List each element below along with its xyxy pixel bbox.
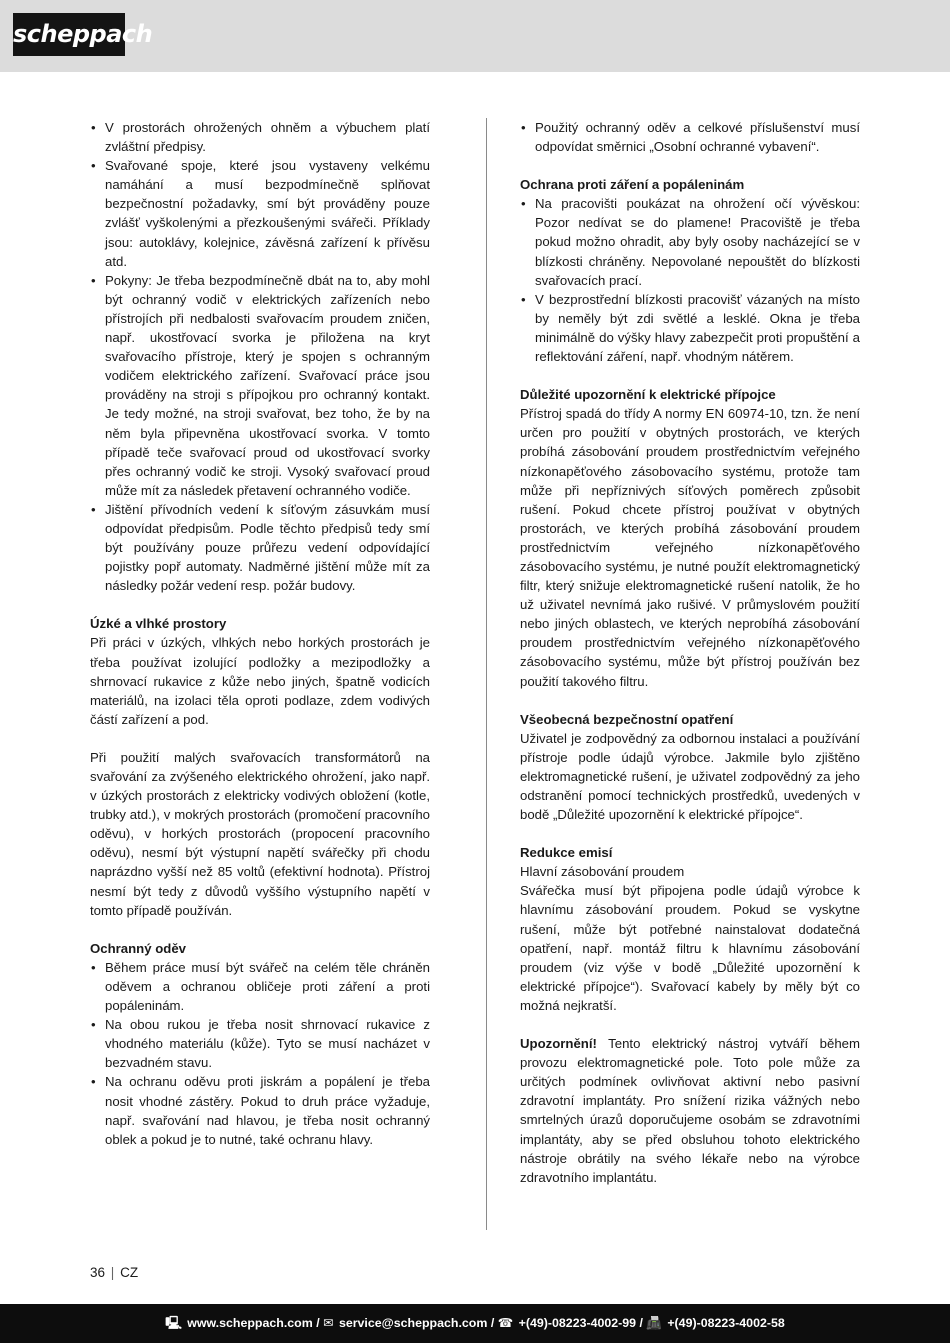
paragraph: Při použití malých svařovacích transformátorů na svařování za zvýšeného elektrického ohrožení, jako např. v úzkých prostorách z elektricky vodivých obložení (kotle, trubky atd.), v mokrých prostorách (promočení pracovního oděvu), v horkých prostorách (propocení pracovního oděvu), nesmí být výstupní napětí svářečky při chodu naprázdno vyšší než 85 voltů (efektivní hodnota). Přístroj nesmí být tedy z důvodů vyššího výstupního napětí v tomto případě používán. <box>90 749 430 918</box>
right-column <box>520 118 860 1187</box>
computer-icon: 🖳 <box>165 1316 182 1330</box>
mail-icon: ✉ <box>323 1316 334 1330</box>
page-header <box>0 0 950 72</box>
page-number-value: 36 <box>90 1265 106 1280</box>
section-heading-radiation: Ochrana proti záření a popáleninám <box>520 177 745 193</box>
intro-bullet-list <box>90 118 430 595</box>
subheading: Hlavní zásobování proudem <box>520 864 685 880</box>
section-heading-emission-reduction: Redukce emisí <box>520 845 613 861</box>
radiation-bullet-list <box>520 194 860 366</box>
list-item: • Svařované spoje, které jsou vystaveny velkému namáhání a musí bezpodmínečně splňovat bezpečnostní požadavky, smí být prováděny pouze zvlášť vyškolenými a přezkoušenými svářeči. Příklady jsou: autoklávy, kolejnice, závěsná zařízení k přívěsu atd. <box>90 156 430 271</box>
column-divider <box>486 118 487 1230</box>
left-column <box>90 118 430 1149</box>
footer-fax: +(49)-08223-4002-58 <box>667 1316 785 1330</box>
list-item: • Jištění přívodních vedení k síťovým zásuvkám musí odpovídat předpisům. Podle těchto předpisů tedy smí být používány pouze průřezu vedení odpovídající pojistky popř automaty. Nadměrné jištění může mít za následky požár vedení resp. požár budovy. <box>90 500 430 595</box>
page-number <box>90 1265 138 1280</box>
section-heading-protective-clothing: Ochranný oděv <box>90 940 187 956</box>
section-heading-general-safety: Všeobecná bezpečnostní opatření <box>520 711 734 727</box>
paragraph: Přístroj spadá do třídy A normy EN 60974-10, tzn. že není určen pro použití v obytných prostorách, ve kterých probíhá zásobování proudem prostřednictvím veřejného nízkonapěťového zásobovacího systému, protože tam může při nepříznivých síťových poměrech způsobit rušení. Pokud chcete přístroj používat v obytných prostorách, ve kterých probíhá zásobování proudem prostřednictvím veřejného nízkonapěťového zásobovacího systému, je nutné použít elektromagnetický filtr, který snižuje elektromagnetické rušení natolik, že ho už uživatel nevnímá jako rušivé. V průmyslovém použití nebo jiných oblastech, ve kterých neprobíhá zásobování proudem prostřednictvím veřejného nízkonapěťového zásobovacího systému, může být přístroj používán bez použití takového filtru. <box>520 406 860 689</box>
phone-icon: ☎ <box>497 1316 514 1330</box>
page-number-separator: | <box>110 1265 115 1280</box>
list-item: • Na ochranu oděvu proti jiskrám a popálení je třeba nosit vhodné zástěry. Pokud to druh práce vyžaduje, např. svařování nad hlavou, je třeba nosit ochranný oblek a pokud je to nutné, také ochranu hlavy. <box>90 1072 430 1148</box>
page-footer <box>0 1304 950 1343</box>
fax-icon: 📠 <box>646 1316 662 1330</box>
footer-website[interactable]: www.scheppach.com / <box>187 1316 320 1330</box>
paragraph: Uživatel je zodpovědný za odbornou instalaci a používání přístroje podle údajů výrobce. Jakmile bylo zjištěno elektromagnetické rušení, je uživatel zodpovědný za jeho odstranění pomocí technických prostředků, uvedených v bodě „Důležité upozornění k elektrické přípojce“. <box>520 730 860 823</box>
section-heading-narrow-spaces: Úzké a vlhké prostory <box>90 616 227 632</box>
footer-email[interactable]: service@scheppach.com / <box>338 1316 495 1330</box>
warning-paragraph <box>520 1034 860 1187</box>
paragraph: Svářečka musí být připojena podle údajů výrobce k hlavnímu zásobování proudem. Pokud se vyskytne rušení, může být potřebné nainstalovat dodatečná opatření, např. montáž filtru k hlavnímu zásobování proudem (viz výše v bodě „Důležité upozornění k elektrické přípojce“). Svařovací kabely by měly být co možná nejkratší. <box>520 883 860 1013</box>
warning-text: Tento elektrický nástroj vytváří během provozu elektromagnetické pole. Toto pole může za určitých podmínek ovlivňovat aktivní nebo pasivní zdravotní implantáty. Pro snížení rizika vážných nebo smrtelných úrazů doporučujeme osobám se zdravotními implantáty, aby se před obsluhou tohoto elektrického nástroje obrátily na svého lékaře nebo na výrobce zdravotního implantátu. <box>520 1036 860 1185</box>
list-item: • V bezprostřední blízkosti pracovišť vázaných na místo by neměly být zdi světlé a lesklé. Okna je třeba minimálně do výšky hlavy zabezpečit proti propuštění a reflektování záření, např. vhodným nátěrem. <box>520 290 860 366</box>
list-item: • Během práce musí být svářeč na celém těle chráněn oděvem a ochranou obličeje proti záření a proti popáleninám. <box>90 958 430 1015</box>
intro-bullet-list <box>520 118 860 156</box>
section-heading-electrical-connection: Důležité upozornění k elektrické přípojce <box>520 387 776 403</box>
list-item: • Pokyny: Je třeba bezpodmínečně dbát na to, aby mohl být ochranný vodič v elektrických zařízeních nebo přístrojích při nedbalosti svařovacím proudem zničen, např. ukostřovací svorka je přiložena na kryt svařovacího přístroje, který je spojen s ochranným vodičem elektrického zařízení. Svařovací práce jsou prováděny na stroji s přípojkou pro ochranný kontakt. Je tedy možné, na stroji svařovat, bez toho, že by na něm byla připevněna ukostřovací svorka. V tomto případě teče svařovací proud od ukostřovací svorky přes ochranný vodič ke stroji. Vysoký svařovací proud může mít za následek přetavení ochranného vodiče. <box>90 271 430 500</box>
footer-phone: +(49)-08223-4002-99 / <box>518 1316 643 1330</box>
page-language: CZ <box>120 1265 139 1280</box>
brand-logo: scheppach <box>13 13 125 56</box>
list-item: • Použitý ochranný oděv a celkové příslušenství musí odpovídat směrnici „Osobní ochranné vybavení“. <box>520 118 860 156</box>
clothing-bullet-list <box>90 958 430 1149</box>
warning-label: Upozornění! <box>520 1036 597 1052</box>
list-item: • Na obou rukou je třeba nosit shrnovací rukavice z vhodného materiálu (kůže). Tyto se musí nacházet v bezvadném stavu. <box>90 1015 430 1072</box>
list-item: • Na pracovišti poukázat na ohrožení očí vývěskou: Pozor nedívat se do plamene! Pracoviště je třeba pokud možno ohradit, aby byly osoby nacházející se v blízkosti chráněny. Nepovolané nepouštět do blízkosti svařovacích prací. <box>520 194 860 289</box>
list-item: • V prostorách ohrožených ohněm a výbuchem platí zvláštní předpisy. <box>90 118 430 156</box>
paragraph: Při práci v úzkých, vlhkých nebo horkých prostorách je třeba používat izolující podložky a mezipodložky a shrnovací rukavice z kůže nebo jiných, špatně vodicích materiálů, na izolaci těla oproti podlaze, zdem vodivých částí zařízení a pod. <box>90 635 430 727</box>
